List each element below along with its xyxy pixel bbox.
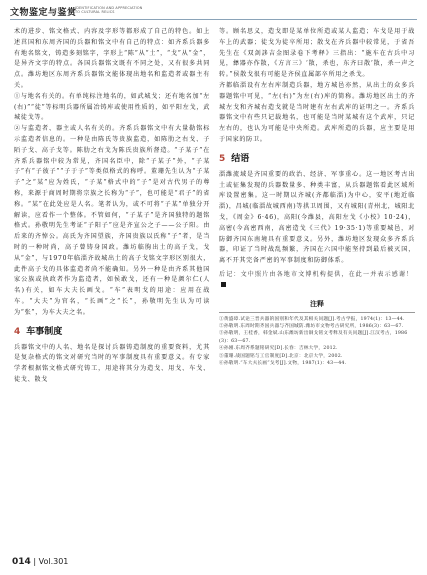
page-number: 014 [12, 557, 31, 567]
section-heading-conclusion: 5 结语 [219, 153, 250, 164]
journal-subtitle [75, 6, 142, 14]
paragraph-conclusion: 淄潍流域是齐国重要的政治、经济、军事重心。这一地区考古出土或征集发现的兵器数量多、种类丰富，从兵器题铭看此区域所库设置密集。这一时期以齐城(齐都临淄)为中心，安平(地近临淄)，昌城(临淄故城西南)等拱卫周围，又有城阳(青州北，城阳北戈，《周金》6·46)，高阳(今潍县，高阳左戈《小校》10·24)，高密(今高密西南，高密造戈《三代》19·35·1)等重要城邑，对防御齐国东南境具有重要意义。另外，潍坊地区发现众多齐系兵器，印证了当时战乱频繁，齐国在六国中能坚持到最后被灭国，离不开其完备严密的军事制度和防御体系。 [219, 170, 415, 265]
footnote: ⑥孙敬明.“车大夫长画”戈考[J].文物，1987(1)：43—44. [219, 360, 347, 366]
paragraph: 齐都临淄设有左右库制造兵器，地方城邑亦然，从出土的众多兵器题铭中可见，“左(右)”为左(右)库的简称。潍坊地区出土的齐城左戈和齐城右造戈就是当时建有左右武库的证明之一。齐系兵器铭文中有些只记载地名，也可能是当时某城有这个武库，只记左右的，也认为可能是中央所造。武库所造的兵器，应主要是用于国家的防卫。 [219, 81, 415, 143]
paragraph-supervisors: ②与监造者、器主或人名有关的。齐系兵器铭文中有大量勒铭标示监造者信息的。一种是由陈氏等贵族监造，如陈肋之右戈、子陌子戈、高子戈等。陈肋之右戈为陈氏贵族所督造。“子某子”在齐系兵器铭中较为常见，齐国名臣中，除“子某子”外，“子某子”有“子彼子”“子于子”等类似格式的称呼。董珊先生认为“子某子”之“某”应为姓氏，“子某”格式中的“子”是对古代男子的尊称，来源于商周时期将宗族之长称为“子”，也可能是“君子”的省称。“某”在此处应是人名。笔者认为，或不可将“子某”单独分开解读，应看作一个整体。不管如何，“子某子”是齐国独特的题铭格式。孙敬明先生考证“子阳子”应是齐宣公之子——公子阳。由后来的齐悼公。高氏为齐国望族，齐国贵族以氏称“子”者，是当时的一种时尚，高子曾铸身国政。潍坊临朐出土的高子戈，戈从“金”，与1970年临淄齐故城出土的高子戈铭文字形区别很大，此件高子戈的具体监造者尚不能确知。另外一种是由齐系其他国家公族或执政者作为监造者，如侯敢戈，还有一种是颜尔仁(人名)有关，如车大夫长画戈。“车”表明戈的用途：应用在战车。“大夫”为官名，“长画”之“长”，孙敬明先生认为可读为“张”，为车大夫之名。 [14, 125, 210, 316]
footnotes-rule [219, 312, 415, 313]
end-mark-square [221, 282, 226, 287]
footnote: ④孙刚.东周齐系题铭研究[D].长春：吉林大学，2012. [219, 346, 338, 352]
volume-number: Vol.301 [38, 557, 69, 566]
left-column [14, 27, 210, 386]
paragraph-place-names: ①与地名有关的。有单纯标注地名的，如武城戈；还有地名加“左(右)”“徒”等标明兵器所属冶铸库或使用性质的，如平阳左戈，武城徒戈等。 [14, 92, 210, 122]
page-footer: 014 | Vol.301 [12, 557, 69, 567]
section-heading-military-system: 4 车事制度 [14, 326, 63, 337]
journal-subtitle-line-1: IDENTIFICATION AND APPRECIATION [75, 6, 143, 10]
paragraph: 等。顾名思义，造戈即是某单位所造或某人监造；车戈是用于战车上的武器；徒戈为徒卒所用；散戈在齐兵器中较常见，于省吾先生在《双剑誃吉金图录卷下考释》三指出：“施车在古兵中习见，彝器亦作散，《方言三》‘散，杀也，东齐曰散’散，杀一声之转。”侯散戈很有可能是齐侯直属部卒所用之杀戈。 [219, 28, 415, 79]
footnote: ③孙敬明，王桂香，韩金斌.山东潍坊新出铜戈铭文考释及有关问题[J].江汉考古，1986(3)：63—67. [219, 331, 408, 344]
header-rule [10, 19, 417, 20]
acknowledgement-note: 后记：文中照片由各地市文博机构提供，在此一并表示感谢！ [219, 270, 415, 291]
right-column [219, 27, 415, 367]
footnote: ②孙敬明.东周时期齐国兵器与齐国城防.潍坊市文物考古研究所，1986(3)：63—67. [219, 323, 404, 329]
paragraph: 兵器铭文中的人名、地名是探讨兵器铸造制度的重要资料，尤其是复杂格式的铭文对研究当时的军事制度具有重要意义。有专家学者根据铭文格式研究铸工，用途将其分为造戈、用戈、车戈、徒戈、散戈 [14, 343, 210, 383]
journal-subtitle-line-2: TO CULTURAL RELICS [75, 10, 115, 14]
footnote: ⑤董珊.战国题铭与工官制度[D].北京：北京大学，2002. [219, 353, 343, 359]
paragraph: 术的进步、铭文格式、内容及字形等都形成了自己的特色。如上述莒国和东周齐国的兵器和铭文中有自己的特点：如齐系兵器多有地名铭文，铸造多刻铭字，字形上“陈”从“土”，“戈”从“金”，是异齐文字的特点。各国兵器铭文既有不同之处，又有很多共同点。潍坊地区东周齐系兵器铭文能体现出地名和监造者或器主有关。 [14, 28, 210, 89]
footnote: ①黄盛璋.试论三晋兵器的国别和年代及其相关问题[J].考古学报，1974(1)：13—44. [219, 316, 405, 322]
footnotes-heading: 注释 [310, 299, 324, 308]
journal-name: 文物鉴定与鉴赏 [10, 8, 77, 18]
